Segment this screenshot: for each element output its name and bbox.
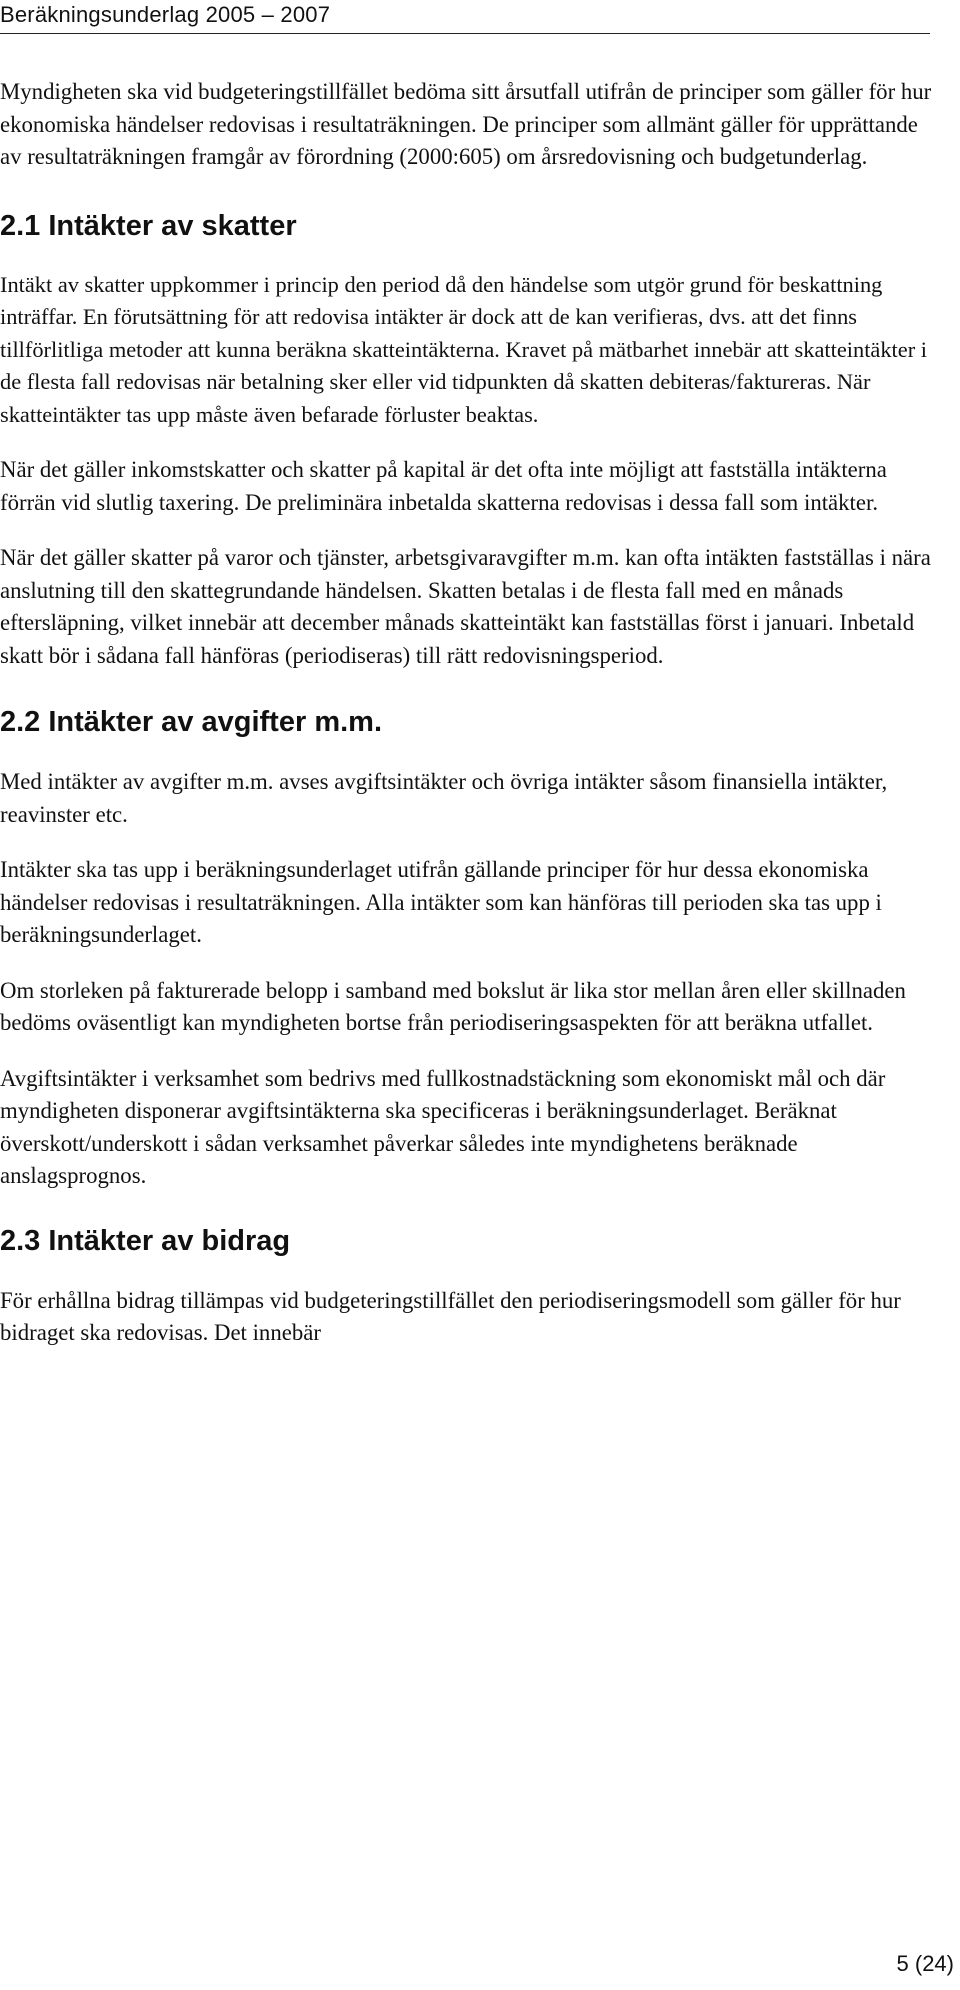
section-heading-2-2: 2.2 Intäkter av avgifter m.m. (0, 706, 382, 738)
running-header: Beräkningsunderlag 2005 – 2007 (0, 0, 930, 34)
paragraph-2-1-2: När det gäller inkomstskatter och skatter på kapital är det ofta inte möjligt att fastställa intäkterna förrän vid slutlig taxering. De preliminära inbetalda skatterna redovisas i dessa fall som intäkter. (0, 457, 887, 515)
document-body (0, 76, 945, 1350)
paragraph-2-2-2: Intäkter ska tas upp i beräkningsunderlaget utifrån gällande principer för hur dessa ekonomiska händelser redovisas i resultaträkningen. Alla intäkter som kan hänföras till perioden ska tas upp i beräkningsunderlaget. (0, 857, 882, 947)
page-number: 5 (24) (896, 1951, 954, 1976)
section-heading-2-3: 2.3 Intäkter av bidrag (0, 1224, 291, 1257)
paragraph-2-2-4: Avgiftsintäkter i verksamhet som bedrivs med fullkostnadstäckning som ekonomiskt mål och där myndigheten disponerar avgiftsintäkterna ska specificeras i beräkningsunderlaget. Beräknat överskott/underskott i sådan verksamhet påverkar således inte myndighetens beräknade anslagsprognos. (0, 1065, 886, 1188)
paragraph-2-1-3: När det gäller skatter på varor och tjänster, arbetsgivaravgifter m.m. kan ofta intäkten fastställas i nära anslutning till den skattegrundande händelsen. Skatten betalas i de flesta fall med en månads eftersläpning, vilket innebär att december månads skatteintäkt kan fastställas först i januari. Inbetald skatt bör i sådana fall hänföras (periodiseras) till rätt redovisningsperiod. (0, 545, 931, 668)
intro-paragraph: Myndigheten ska vid budgeteringstillfället bedöma sitt årsutfall utifrån de principer som gäller för hur ekonomiska händelser redovisas i resultaträkningen. De principer som allmänt gäller för upprättande av resultaträkningen framgår av förordning (2000:605) om årsredovisning och budgetunderlag. (0, 79, 932, 169)
section-heading-2-1: 2.1 Intäkter av skatter (0, 209, 297, 242)
paragraph-2-2-1: Med intäkter av avgifter m.m. avses avgiftsintäkter och övriga intäkter såsom finansiella intäkter, reavinster etc. (0, 769, 888, 827)
paragraph-2-3-1: För erhållna bidrag tillämpas vid budgeteringstillfället den periodiseringsmodell som gäller för hur bidraget ska redovisas. Det innebär (0, 1287, 901, 1345)
paragraph-2-2-3: Om storleken på fakturerade belopp i samband med bokslut är lika stor mellan åren eller skillnaden bedöms oväsentligt kan myndigheten bortse från periodiseringsaspekten för att beräkna utfallet. (0, 977, 906, 1035)
paragraph-2-1-1: Intäkt av skatter uppkommer i princip den period då den händelse som utgör grund för beskattning inträffar. En förutsättning för att redovisa intäkter är dock att de kan verifieras, dvs. att det finns tillförlitliga metoder att kunna beräkna skatteintäkterna. Kravet på mätbarhet innebär att skatteintäkter i de flesta fall redovisas när betalning sker eller vid tidpunkten då skatten debiteras/faktureras. När skatteintäkter tas upp måste även befarade förluster beaktas. (0, 271, 927, 427)
